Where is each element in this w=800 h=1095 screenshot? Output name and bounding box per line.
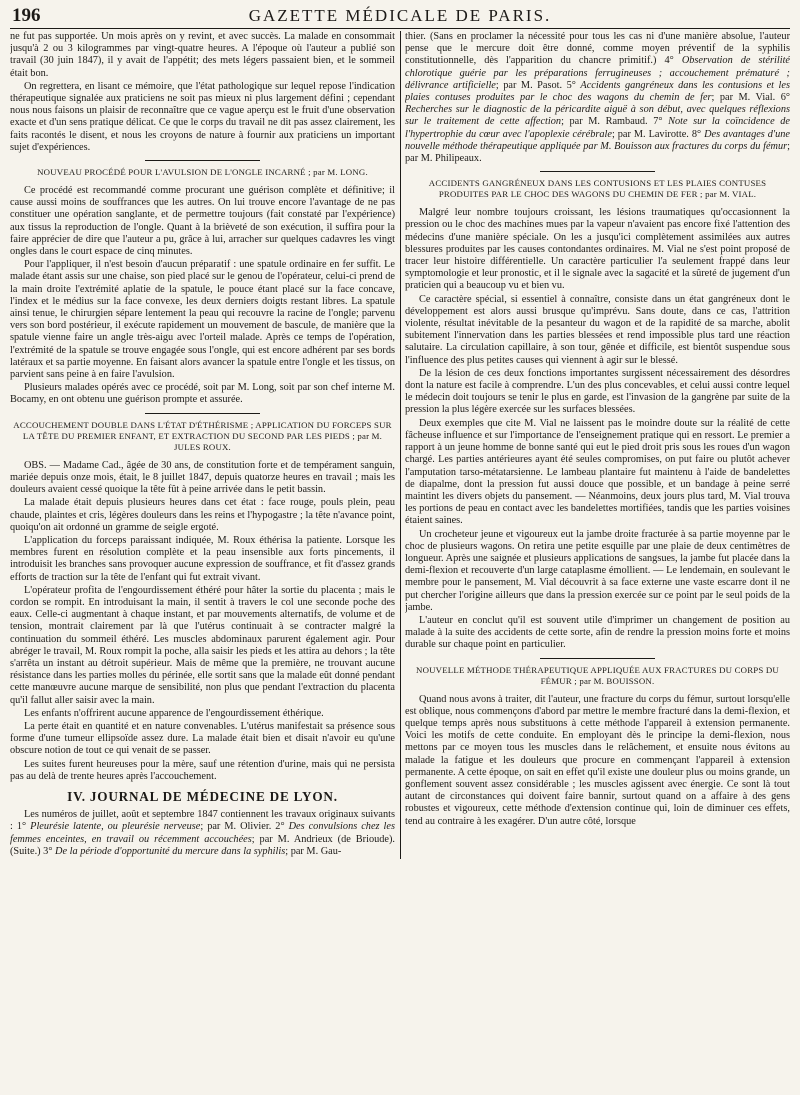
paragraph: Pour l'appliquer, il n'est besoin d'aucun préparatif : une spatule ordinaire en fer suffit. Le malade étant assis sur une chaise, son pied placé sur le genou de l'opérateur, celui-ci prend de la main droite l'extrémité aplatie de la spatule, le pouce étant placé sur la face concave, l'index et le médius sur la face convexe, les deux derniers doigts restant libres. La spatule ainsi tenue, le chirurgien sépare lentement la peau qui recouvre la racine de l'ongle; parvenu vers son bord postérieur, il exécute rapidement un mouvement de bascule, de manière que la spatule vienne faire un angle très-aigu avec l'orteil malade. Après ce temps de l'opération, l'extrémité de la spatule se trouve engagée sous l'ongle, qui est encore adhérent par ses bords latéraux et sa partie moyenne. En faisant alors avancer la spatule entre l'ongle et les tissus, on parvient sans peine à en faire l'avulsion. xyxy=(10,259,395,381)
page-number: 196 xyxy=(12,5,41,26)
text: ; par M. Gau- xyxy=(285,845,342,857)
column-divider xyxy=(400,31,401,859)
text: ; par M. Andrieux (de Brioude). (Suite.) 3° xyxy=(10,833,395,857)
section-heading-lyon: IV. JOURNAL DE MÉDECINE DE LYON. xyxy=(67,788,338,804)
paragraph: Plusieurs malades opérés avec ce procédé, soit par M. Long, soit par son chef interne M. Bocamy, en ont obtenu une guérison prompte et assurée. xyxy=(10,382,395,406)
text: Les numéros de juillet, août et septembre 1847 contiennent les travaux originaux suivants : 1° xyxy=(10,809,395,833)
paragraph: Quand nous avons à traiter, dit l'auteur, une fracture du corps du fémur, surtout lorsqu'elle est oblique, nous commençons d'abord par mettre le membre fracturé dans la demi-flexion, et quelque temps après nous substituons à cette méthode l'appareil à extension permanente. Voici les motifs de cette conduite. En employant dès le principe la demi-flexion, nous mettons par ce moyen tous les muscles dans le relâchement, et ensuite nous évitons au malade la fatigue et les douleurs que procure en commençant l'appareil à extension permanente. A cette époque, on sait en effet qu'il existe une douleur plus ou moins grande, un gonflement souvent assez considérable ; les muscles agissent avec énergie. Ce sont là tout autant de circonstances qui doivent faire bannir, surtout quand on a affaire à des gens robustes et vigoureux, cette méthode d'extension continue qui, loin de diminuer ces effets, tend au contraire à les exagérer. D'un autre côté, lorsque xyxy=(405,693,790,827)
paragraph-lyon xyxy=(10,809,395,858)
text: thier. (Sans en proclamer la nécessité pour tous les cas ni d'une manière absolue, l'auteur pense que le mercure doit être donné, comme moyen préventif de la syphilis constitutionnelle, dès l'apparition du chancre primitif.) 4° xyxy=(405,31,790,67)
paragraph: Malgré leur nombre toujours croissant, les lésions traumatiques qu'occasionnent la pression ou le choc des machines mues par la vapeur n'avaient pas encore fixé l'attention des médecins d'une manière spéciale. On les a jusqu'ici complètement assimilées aux autres blessures produites par les causes contondantes ordinaires. M. Vial ne s'est point proposé de tracer leur histoire différentielle. Un caractère particulier l'a seulement frappé dans leur symptomologie et leur pronostic, et il le signale avec la sagacité et la sûreté de jugement d'un praticien qui a beaucoup vu et bien vu. xyxy=(405,207,790,292)
text: ; par M. Olivier. 2° xyxy=(200,821,285,833)
text: ; par M. Rambaud. 7° xyxy=(561,116,663,128)
separator-rule xyxy=(145,160,261,161)
columns xyxy=(10,31,790,859)
paragraph: On regrettera, en lisant ce mémoire, que l'état pathologique sur lequel repose l'indication thérapeutique signalée aux praticiens ne soit pas mieux ni plus largement défini ; cependant nous nous faisons un plaisir de reconnaître que ce vague aperçu est le fruit d'une observation exacte et d'un sens pratique délicat. Ce que le corps du travail ne dit pas assez clairement, les faits racontés le disent, et nous les croyons de nature à fournir aux praticiens un important sujet d'expériences. xyxy=(10,80,395,153)
paragraph: La malade était depuis plusieurs heures dans cet état : face rouge, pouls plein, peau chaude, plaintes et cris, légères douleurs dans les reins et l'hypogastre ; la tête n'avance point, quoiqu'on ait ordonné un gramme de seigle ergoté. xyxy=(10,497,395,533)
work-title: Des avantages d'une nouvelle méthode thérapeutique appliquée par M. Bouisson aux fractures du corps du fémur xyxy=(405,128,790,152)
paragraph: L'application du forceps paraissant indiquée, M. Roux éthérisa la patiente. Lorsque les membres furent en résolution complète et la peau insensible aux forts pincements, il introduisit les branches sans provoquer aucune expression de souffrance, et fit d'assez grands efforts de traction sur la tête de l'enfant qui fut extrait vivant. xyxy=(10,534,395,583)
article-title-ongle: NOUVEAU PROCÉDÉ POUR L'AVULSION DE L'ONGLE INCARNÉ ; par M. LONG. xyxy=(37,167,368,178)
work-title: Recherches sur le diagnostic de la péricardite aiguë à son début, avec quelques réflexions sur le traitement de cette affection xyxy=(405,104,790,128)
text: ; par M. Philipeaux. xyxy=(405,140,790,165)
right-column xyxy=(405,31,790,859)
paragraph: Deux exemples que cite M. Vial ne laissent pas le moindre doute sur la réalité de cette fâcheuse influence et sur l'importance de l'enseignement pratique qui en ressort. Le premier a rapport à un jeune homme de bonne santé qui eut le pied droit pris sous les roues d'un wagon chargé. Les parties antérieures ayant été seules compromises, on put faire ou plutôt achever l'amputation tarso-métatarsienne. Le lambeau plantaire fut maintenu à l'aide de bandelettes de diapalme, dont la pression fut aussi douce que possible, et un bandage à peine serré maintint les divers objets du pansement. — Néanmoins, deux jours plus tard, M. Vial trouva les portions de peau en contact avec les bandelettes mortifiées, tandis que les parties voisines étaient saines. xyxy=(405,417,790,527)
work-title: Accidents gangréneux dans les contusions et les plaies contuses produites par le choc des wagons du chemin de fer xyxy=(405,79,790,104)
work-title: Pleurésie latente, ou pleurésie nerveuse xyxy=(30,821,201,833)
paragraph: Ce caractère spécial, si essentiel à connaître, consiste dans un état gangréneux dont le développement est alors aussi brusque qu'imprévu. Sans doute, dans ce cas, l'attrition violente, résultat inévitable de la pesanteur du wagon et de la rapidité de sa marche, abolit subitement l'innervation dans les parties blessées et rend impossible plus tard une réaction salutaire. La circulation capillaire, à son tour, gênée et difficile, est bientôt suspendue sous l'influence des plus petites causes qui viennent à agir sur le blessé. xyxy=(405,293,790,366)
paragraph: Ce procédé est recommandé comme procurant une guérison complète et définitive; il cause aussi moins de souffrances que les autres. On lui trouve encore l'avantage de ne pas constituer une opération sanglante, et de permettre toujours (fait constaté par l'expérience) aux tissus la reproduction de l'ongle. Quant à la brièveté de son exécution, il suffira pour la faire apprécier de dire que l'auteur a pu, grâce à lui, arracher sur quelques cadavres les vingt ongles dans le court espace de cinq minutes. xyxy=(10,185,395,258)
separator-rule xyxy=(540,171,656,172)
separator-rule xyxy=(540,658,656,659)
paragraph-lyon-continued xyxy=(405,31,790,165)
text: ; par M. Vial. 6° xyxy=(711,92,790,104)
paragraph: Les enfants n'offrirent aucune apparence de l'engourdissement éthérique. xyxy=(24,707,324,719)
paragraph: Les suites furent heureuses pour la mère, sauf une rétention d'urine, mais qui ne persista pas au delà de trente heures après l'accouchement. xyxy=(10,758,395,782)
text: ; par M. Pasot. 5° xyxy=(495,79,576,91)
work-title: Observation de stérilité chlorotique guérie par les préparations ferrugineuses ; accouchement prématuré ; délivrance artificielle xyxy=(405,55,790,91)
page-header xyxy=(10,4,790,29)
paragraph: L'auteur en conclut qu'il est souvent utile d'imprimer un changement de position au malade à la suite des accidents de cette sorte, afin de rendre la pression moins forte et moins durable sur chaque point en particulier. xyxy=(405,614,790,651)
separator-rule xyxy=(145,413,261,414)
paragraph: OBS. — Madame Cad., âgée de 30 ans, de constitution forte et de tempérament sanguin, mariée depuis onze mois, était, le 8 juillet 1847, depuis quatorze heures en travail ; mais les douleurs avaient cessé quoique la tête fût à peine arrivée dans le petit bassin. xyxy=(10,459,395,496)
paragraph: La perte était en quantité et en nature convenables. L'utérus manifestait sa présence sous forme d'une tumeur ellipsoïde assez dure. La malade était bien et disait n'avoir eu qu'une obscure notion de tout ce qui venait de se passer. xyxy=(10,720,395,757)
left-column xyxy=(10,31,395,859)
article-title-gangrene: ACCIDENTS GANGRÉNEUX DANS LES CONTUSIONS ET LES PLAIES CONTUSES PRODUITES PAR LE CHOC DES WAGONS DU CHEMIN DE FER ; par M. VIAL. xyxy=(428,178,767,200)
paragraph: L'opérateur profita de l'engourdissement éthéré pour hâter la sortie du placenta ; mais le cordon se rompit. En introduisant la main, il sentit à travers le col une seconde poche des eaux. Celle-ci augmentant à chaque instant, et par mouvements alternatifs, de volume et de tension, montrait clairement par là que l'utérus continuait à se contracter malgré la continuation du sommeil éthéré. Les muscles abdominaux parurent également agir. Pour abréger le travail, M. Roux rompit la poche, alla saisir les pieds et les attira au dehors ; la tête s'arrêta un instant au détroit supérieur. Mais de même que la première, ne trouvant aucune résistance dans les parties molles du périnée, elle sortit sans que la malade eût donné pendant cette manœuvre aucune marque de sensibilité, non plus que pendant l'extraction du placenta qu'il fallut aller saisir avec la main. xyxy=(10,584,395,706)
journal-title: GAZETTE MÉDICALE DE PARIS. xyxy=(248,6,552,25)
work-title: Note sur la coïncidence de l'hypertrophie du cœur avec l'apoplexie cérébrale xyxy=(405,116,790,140)
text: ; par M. Lavirotte. 8° xyxy=(611,128,702,140)
work-title: De la période d'opportunité du mercure dans la syphilis xyxy=(55,845,286,857)
work-title: Des convulsions chez les femmes enceintes, en travail ou récemment accouchées xyxy=(10,821,395,845)
paragraph: Un crocheteur jeune et vigoureux eut la jambe droite fracturée à sa partie moyenne par le choc de plusieurs wagons. On retira une petite esquille par une plaie de deux centimètres de longueur. Après une saignée et plusieurs applications de sangsues, la jambe fut placée dans la demi-flexion et recouverte d'un large cataplasme émollient. — Le lendemain, en soulevant le membre pour le pansement, M. Vial découvrit à sa face externe une vaste escarre dont il ne put chercher l'origine ailleurs que dans la pression exercée sur ce point par le seul poids de la jambe. xyxy=(405,528,790,613)
paragraph: De la lésion de ces deux fonctions importantes surgissent nécessairement des désordres dont la nature est facile à comprendre. L'un des plus concevables, et celui aussi contre lequel le médecin doit toujours se tenir le plus en garde, est l'invasion de la gangrène par suite de la pression la plus légère exercée sur les surfaces blessées. xyxy=(405,367,790,416)
article-title-femur: NOUVELLE MÉTHODE THÉRAPEUTIQUE APPLIQUÉE AUX FRACTURES DU CORPS DU FÉMUR ; par M. BOUISSON. xyxy=(416,664,779,686)
paragraph: ne fut pas supportée. Un mois après on y revint, et avec succès. La malade en consommait jusqu'à 2 ou 3 kilogrammes par vingt-quatre heures. A l'époque où l'auteur a publié son travail (30 juin 1847), il y avait de l'appétit; des mets légers passaient bien, et le sommeil était bon. xyxy=(10,31,395,79)
article-title-accouchement: ACCOUCHEMENT DOUBLE DANS L'ÉTAT D'ÉTHÉRISME ; APPLICATION DU FORCEPS SUR LA TÊTE DU PREMIER ENFANT, ET EXTRACTION DU SECOND PAR LES PIEDS ; par M. JULES ROUX. xyxy=(13,419,392,452)
